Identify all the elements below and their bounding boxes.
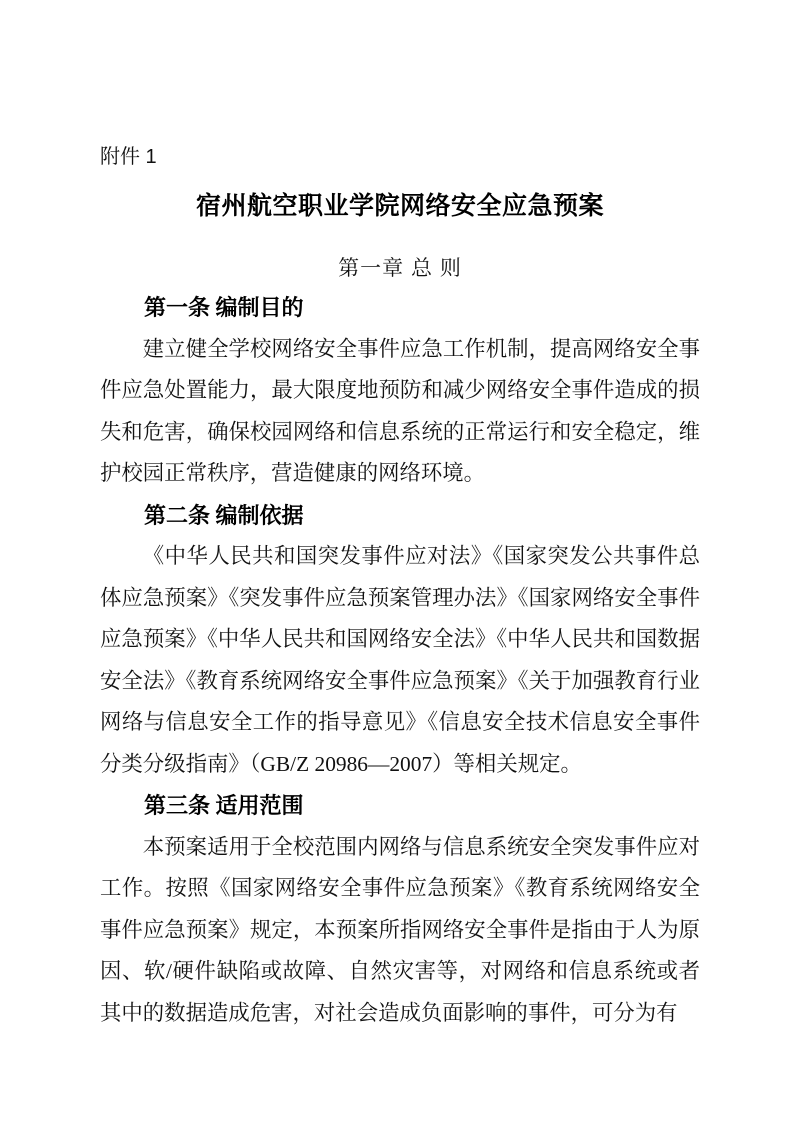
article-section-1 — [100, 287, 700, 495]
article-3-heading: 第三条 适用范围 — [144, 793, 304, 818]
article-1-body: 建立健全学校网络安全事件应急工作机制，提高网络安全事件应急处置能力，最大限度地预防和减少网络安全事件造成的损失和危害，确保校园网络和信息系统的正常运行和安全稳定，维护校园正常秩序，营造健康的网络环境。 — [100, 336, 700, 485]
article-section-3 — [100, 785, 700, 1034]
article-3-body: 本预案适用于全校范围内网络与信息系统安全突发事件应对工作。按照《国家网络安全事件应急预案》《教育系统网络安全事件应急预案》规定，本预案所指网络安全事件是指由于人为原因、软/硬件缺陷或故障、自然灾害等，对网络和信息系统或者其中的数据造成危害，对社会造成负面影响的事件，可分为有 — [100, 834, 700, 1025]
article-section-2 — [100, 495, 700, 786]
article-2-heading: 第二条 编制依据 — [144, 502, 304, 528]
attachment-label: 附件 1 — [100, 146, 157, 168]
article-2-body: 《中华人民共和国突发事件应对法》《国家突发公共事件总体应急预案》《突发事件应急预案管理办法》《国家网络安全事件应急预案》《中华人民共和国网络安全法》《中华人民共和国数据安全法》《教育系统网络安全事件应急预案》《关于加强教育行业网络与信息安全工作的指导意见》《信息安全技术信息安全事件分类分级指南》（GB/Z 20986—2007）等相关规定。 — [100, 544, 700, 776]
chapter-heading: 第一章 总 则 — [338, 257, 462, 280]
document-title: 宿州航空职业学院网络安全应急预案 — [195, 193, 604, 220]
article-1-heading: 第一条 编制目的 — [144, 295, 304, 320]
